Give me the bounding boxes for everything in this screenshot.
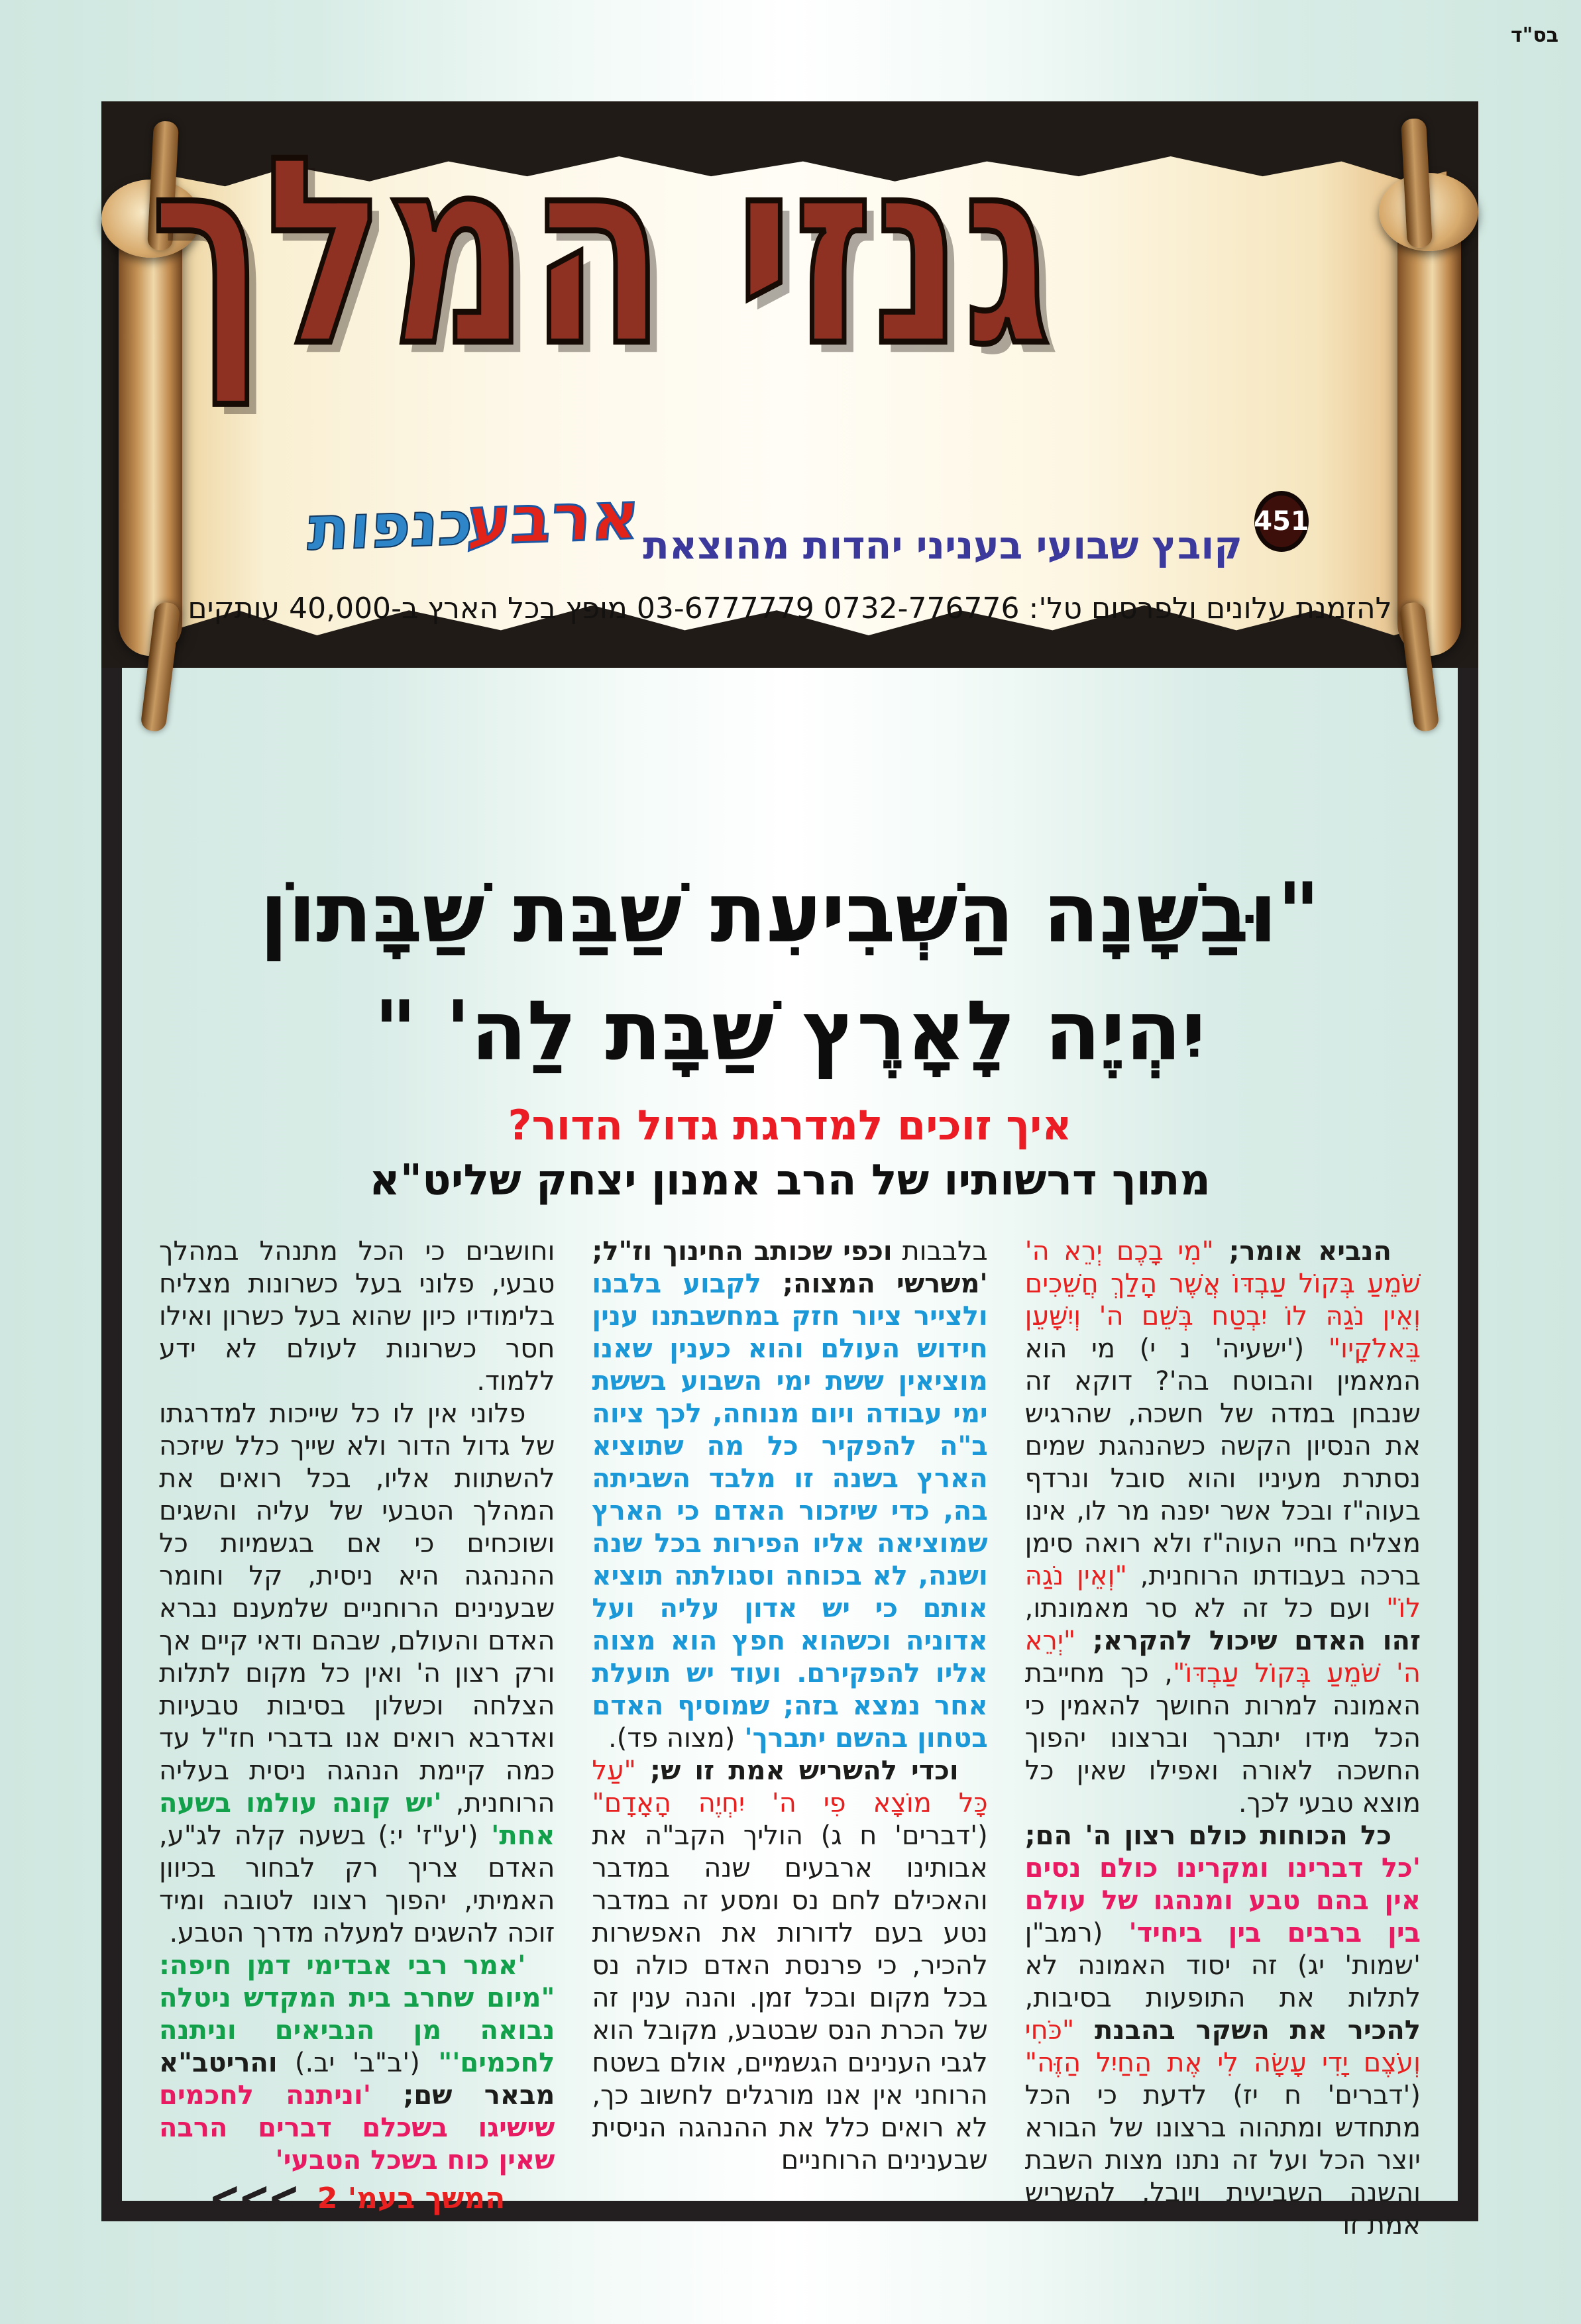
- text-segment: "עַל כָּל מוֹצָא פִי ה' יִחְיֶה הָאָדָם": [592, 1756, 988, 1819]
- text-segment: לקבוע בלבנו ולצייר ציור חזק במחשבתנו ענין חידוש העולם והוא כענין שאנו מוציאין ששת ימי השבוע בששת ימי עבודה ויום מנוחה, לכך ציוה ב"ה להפקיר כל מה שתוציא הארץ בשנה זו מלבד השביתה בה, כדי שיזכור האדם כי הארץ שמוציאה אליו הפירות בכל שנה ושנה, לא בכוחה וסגולתה תוציא אותם כי יש אדון עליה ועל אדוניה וכשהוא חפץ הוא מצוה אליו להפקירם. ועוד יש תועלת אחר נמצא בזה; שמוסיף האדם בטחון בהשם יתברך': [592, 1269, 988, 1754]
- text-segment: "יְרֵא ה' שֹׁמֵעַ בְּקוֹל עַבְדּוֹ": [1024, 1626, 1421, 1689]
- article-column-middle: [592, 1236, 987, 2242]
- headline-byline: מתוך דרשותיו של הרב אמנון יצחק שליט"א: [369, 1156, 1211, 1205]
- text-segment: "כֹּחִי וְעֹצֶם יָדִי עָשָׂה לִי אֶת הַחַיִל הַזֶּה": [1024, 2015, 1421, 2078]
- continuation-arrows-icon: <<<: [209, 2170, 298, 2227]
- headline-verse-line1: "וּבַשָּׁנָה הַשְּׁבִיעִת שַׁבַּת שַׁבָּתוֹן: [259, 866, 1320, 961]
- text-segment: 'אמר רבי אבדימי דמן חיפה: "מיום שחרב בית המקדש ניטלה נבואה מן הנביאים וניתנה לחכמים'": [159, 1950, 555, 2078]
- headline-verse-line2: יִהְיֶה לָאָרֶץ שַׁבָּת לַה' ": [374, 984, 1206, 1079]
- publisher-logo-word: כנפות: [305, 487, 476, 564]
- paragraph: [159, 1950, 555, 2177]
- text-segment: , כך מחייבת האמונה למרות החושך להאמין כי הכל מידו יתברך וברצונו יהפוך החשכה לאורה ואפילו שאין כל מוצא טבעי לכך.: [1024, 1658, 1421, 1819]
- article-column-right: [1025, 1236, 1421, 2242]
- headline-question: איך זוכים למדרגת גדול הדור?: [508, 1101, 1072, 1149]
- text-segment: והריטב"א מבאר שם;: [159, 2048, 555, 2111]
- publication-title: גנזי המלך: [150, 102, 1052, 403]
- text-segment: 'וניתנה לחכמים שישיגו בשכלם דברים הרבה שאין כוח בשכל הטבעי': [159, 2080, 555, 2176]
- text-segment: כל הכוחות כולם רצון ה' הם;: [1024, 1821, 1391, 1851]
- issue-number-badge: 451: [1254, 491, 1309, 552]
- paragraph: [159, 1398, 555, 1950]
- text-segment: וחושבים כי הכל מתנהל במהלך טבעי, פלוני בעל כשרונות מצליח בלימודיו כיון שהוא בעל כשרון ואילו חסר כשרונות לעולם לא ידע ללמוד.: [159, 1236, 555, 1397]
- headline-verse: [148, 855, 1431, 1090]
- text-segment: בלבבות: [892, 1236, 988, 1267]
- text-segment: "מִי בָכֶם יְרֵא ה' שֹׁמֵעַ בְּקוֹל עַבְדּוֹ אֲשֶׁר הָלַךְ חֲשֵׁכִים וְאֵין נֹגַהּ לוֹ יִבְטַח בְּשֵׁם ה' וְיִשָּׁעֵן בֵּאלֹקָיו": [1024, 1236, 1421, 1364]
- continuation-label: המשך בעמ' 2: [317, 2182, 506, 2215]
- paragraph: [1025, 1820, 1421, 2242]
- text-segment: (רמב"ן 'שמות' יג) זה יסוד האמונה לא לתלות את התופעות בסיבות,: [1024, 1918, 1421, 2013]
- text-segment: הנביא אומר;: [1213, 1236, 1391, 1267]
- masthead-banner: [101, 101, 1478, 668]
- text-segment: ועם כל זה לא סר מאמונתו,: [1024, 1593, 1386, 1624]
- text-segment: "וְאֵין נֹגַהּ לוֹ": [1024, 1561, 1421, 1624]
- text-segment: ('דברים' ח ג) הוליך הקב"ה את אבותינו ארבעים שנה במדבר והאכילם לחם נס ומסע זה במדבר נטע בעם לדורות את האפשרות להכיר, כי פרנסת האדם כולה נס בכל מקום ובכל זמן. והנה ענין זה של הכרת הנס שבטבע, מקובל הוא לגבי הענינים הגשמיים, אולם בשטח הרוחני אין אנו מורגלים לחשוב כך, לא רואים כלל את ההנהגה הניסית שבענינים הרוחניים: [592, 1821, 988, 2176]
- paragraph: [159, 1236, 555, 1398]
- text-segment: וכדי להשריש אמת זו ש;: [635, 1756, 959, 1786]
- text-segment: ('ע"ז' י:) בשעה קלה לג"ע, האדם צריך רק לבחור בכיוון האמיתי, יהפוך רצונו לטובה ומיד זוכה להשגים למעלה מדרך הטבע.: [159, 1821, 555, 1948]
- contact-line: להזמנת עלונים ולפרסום טל': 0732-776776 03-6777779 מופץ בכל הארץ ב-40,000 עותקים: [188, 592, 1392, 625]
- article-column-left: [159, 1236, 555, 2242]
- article-columns: [122, 1236, 1458, 2242]
- text-segment: 'משרשי המצוה;: [761, 1269, 988, 1299]
- publisher-logo: [307, 476, 641, 565]
- text-segment: וכפי שכותב החינוך וז"ל;: [592, 1236, 893, 1267]
- text-segment: ('דברים' ח יז) לדעת כי הכל מתחדש ומתהוה ברצונו של הבורא יוצר הכל ועל זה נתנו מצות השבת והשנה השביעית ויובל, להשריש אמת זו: [1024, 2080, 1421, 2241]
- article-frame: [101, 668, 1478, 2241]
- paragraph: [1025, 1236, 1421, 1820]
- text-segment: 'כל דברינו ומקרינו כולם נסים אין בהם טבע ומנהגו של עולם בין ברבים בין ביחיד': [1024, 1853, 1421, 1948]
- text-segment: להכיר את השקר בהבנת: [1074, 2015, 1421, 2046]
- scroll-roll-right-icon: [1397, 201, 1461, 656]
- paragraph: [592, 1236, 987, 1755]
- masthead-tagline: קובץ שבועי בעניני יהדות מהוצאת: [643, 523, 1242, 568]
- paragraph: [592, 1755, 987, 2177]
- publisher-logo-word: ארבע: [464, 476, 642, 560]
- text-segment: ('ב"ב' יב.): [277, 2048, 420, 2078]
- text-segment: 'יש קונה עולמו בשעה אחת': [159, 1788, 555, 1851]
- continuation-line: [159, 2170, 555, 2227]
- besd-label: בס"ד: [1511, 24, 1558, 47]
- text-segment: ('ישעיה' נ י) מי הוא המאמין והבוטח בה'? דוקא זה שנבחן במדה של חשכה, שהרגיש את הנסיון הקשה כשהנהגת שמים נסתרת מעיניו והוא סובל ונרדף בעוה"ז ובכל אשר יפנה מר לו, אינו מצליח בחיי העוה"ז ולא רואה סימן ברכה בעבודתו הרוחנית,: [1024, 1334, 1421, 1591]
- text-segment: פלוני אין לו כל שייכות למדרגתו של גדול הדור ולא שייך כלל שיזכה להשתוות אליו, בכל רואים את המהלך הטבעי של עליה והשגים ושוכחים כי אם בגשמיות כל ההנהגה היא ניסית, קל וחומר שבענינים הרוחניים שלמענם נברא האדם והעולם, שבהם ודאי קיים אך ורק רצון ה' ואין כל מקום לתלות הצלחה וכשלון בסיבות טבעיות ואדרבא רואים אנו בדברי חז"ל עד כמה קיימת הנהגה ניסית בעליה הרוחנית,: [159, 1399, 555, 1819]
- text-segment: זהו האדם שיכול להקרא;: [1075, 1626, 1421, 1656]
- text-segment: (מצוה פד).: [608, 1723, 736, 1754]
